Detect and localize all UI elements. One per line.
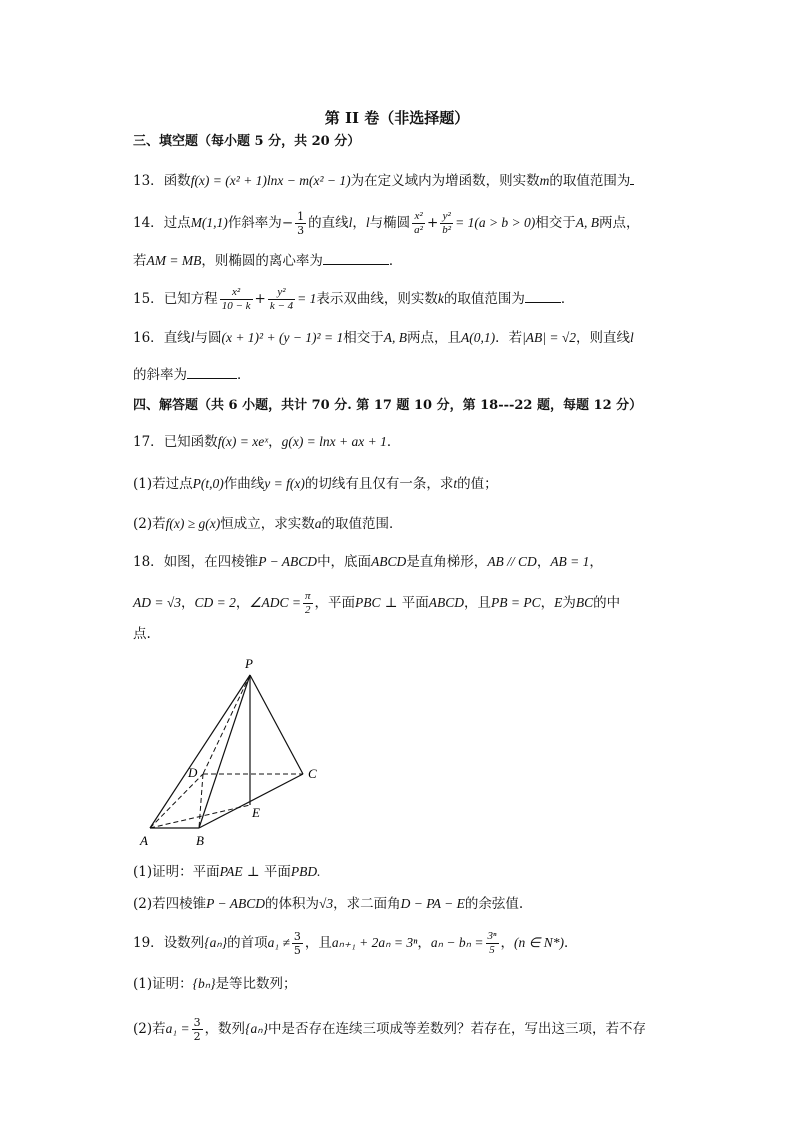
q19-p2-c: 中是否存在连续三项成等差数列？若存在，写出这三项，若不存: [268, 1021, 646, 1037]
q14-e-den1: a²: [414, 224, 423, 236]
q14-number: 14．: [133, 215, 164, 231]
q17-p1-c: 的切线有且仅有一条，求: [304, 476, 454, 492]
q18-cd: CD = 2: [194, 595, 236, 610]
question-17: [133, 432, 400, 452]
question-19: [133, 930, 578, 957]
q15-number: 15．: [133, 291, 164, 307]
q14-vector-equation: AM = MB: [146, 253, 202, 268]
q19-p1-seq: {bₙ}: [192, 976, 216, 991]
q19-p2-a: (2)若: [133, 1021, 166, 1037]
q19-text-e: ，: [500, 935, 514, 951]
q19-f1-den: 5: [293, 944, 301, 957]
q14-line-l: l: [348, 215, 353, 230]
q18-l2-a: ，平面: [314, 595, 355, 611]
q14-line-l2: l: [365, 215, 370, 230]
q14-slope-fraction: [295, 210, 306, 237]
q18-l2-b: 平面: [401, 595, 429, 611]
q14-end: ．: [388, 253, 403, 269]
q13-text-c: 的取值范围为: [549, 173, 631, 189]
q19-fraction-3-2: [192, 1016, 203, 1043]
question-18-line-3: 点.: [133, 626, 151, 642]
q15-d1: 10 − k: [221, 300, 251, 312]
question-16-line-2: [133, 364, 251, 385]
q14-e-den2: b²: [442, 224, 452, 236]
q19-text-c: ，且: [304, 935, 332, 951]
page-title: 第 II 卷（非选择题）: [324, 109, 470, 127]
q18-l1-b: 中，底面: [317, 554, 372, 570]
q18-angle: ∠ADC =: [249, 595, 301, 610]
q18-l2-g: 的中: [593, 595, 621, 611]
question-19-part-1: [133, 974, 297, 994]
q14-line2-a: 若: [133, 253, 147, 269]
q17-number: 17．: [133, 434, 164, 450]
q16-text-b: 与圆: [194, 330, 222, 346]
q14-ellipse-y-term: [440, 210, 453, 237]
q19-text-d: ，: [417, 935, 431, 951]
q17-sep: ，: [268, 434, 282, 450]
edge-pc: [250, 675, 303, 774]
label-a: A: [140, 833, 148, 848]
q15-end: ．: [560, 291, 575, 307]
q18-pbc: PBC: [355, 595, 381, 610]
q18-l1-c: 是直角梯形，: [406, 554, 488, 570]
q16-circle: (x + 1)² + (y − 1)² = 1: [221, 330, 344, 345]
q15-n2: y²: [268, 286, 295, 300]
label-d: D: [188, 765, 198, 780]
edge-db-hidden: [199, 774, 203, 828]
q19-domain: (n ∈ N*): [514, 935, 565, 950]
q14-slope-den: 3: [297, 224, 305, 237]
q18-l2-d: ，: [540, 595, 555, 611]
question-17-part-1: [133, 474, 498, 494]
edge-pd-hidden: [203, 675, 250, 774]
q18-p1-perp: ⊥: [242, 864, 264, 880]
q17-g: g(x) = lnx + ax + 1: [281, 434, 387, 449]
q19-relation: aₙ − bₙ =: [430, 935, 484, 950]
q19-end: ．: [564, 935, 578, 951]
section-heading-solutions: 四、解答题（共 6 小题，共计 70 分. 第 17 题 10 分，第 18---22 题，每题 12 分）: [133, 398, 643, 413]
q18-l1-e: ，: [589, 554, 603, 570]
q17-p1-point: P(t,0): [192, 476, 224, 491]
q15-var: k: [437, 291, 444, 306]
q14-line2-b: ，则椭圆的离心率为: [201, 253, 323, 269]
q14-text-d: 与椭圆: [369, 215, 411, 231]
q14-text-f: 两点，: [599, 215, 640, 231]
q19-p1-a: (1)证明：: [133, 976, 193, 992]
section-heading-fill-in: 三、填空题（每小题 5 分，共 20 分）: [133, 134, 361, 149]
q16-points: A, B: [383, 330, 407, 345]
question-18: [133, 552, 603, 572]
q15-text-c: 的取值范围为: [443, 291, 525, 307]
q13-answer-blank[interactable]: [630, 170, 634, 185]
q19-seq-a: {aₙ}: [204, 935, 228, 950]
question-15: [133, 286, 574, 313]
q19-p2-b: ，数列: [204, 1021, 246, 1037]
q17-text-a: 已知函数: [163, 434, 218, 450]
q18-e: E: [554, 595, 563, 610]
label-p: P: [245, 656, 253, 671]
q15-eq: = 1: [297, 291, 317, 306]
q19-fraction-3n-5: [486, 930, 499, 957]
q18-p2-dihedral: D − PA − E: [400, 896, 465, 911]
q17-p1-b: 作曲线: [223, 476, 265, 492]
q18-p2-volume: √3: [319, 896, 334, 911]
q18-l2-f: 为: [562, 595, 576, 611]
q17-p2-b: 恒成立，求实数: [220, 516, 315, 532]
q16-text-c: 相交于: [343, 330, 384, 346]
q16-line-l-end: l: [630, 330, 634, 345]
q19-number: 19．: [133, 935, 164, 951]
q19-f1-num: 3: [293, 930, 301, 943]
q19-p2-num: 3: [193, 1016, 201, 1029]
q15-answer-blank[interactable]: [525, 288, 561, 303]
label-c: C: [308, 766, 317, 781]
q18-p2-pyramid: P − ABCD: [206, 896, 265, 911]
q18-p2-d: 的余弦值.: [464, 896, 524, 912]
question-14: [133, 210, 640, 237]
q18-abcd: ABCD: [428, 595, 465, 610]
q18-ad: AD = √3: [133, 595, 182, 610]
q13-number: 13．: [133, 173, 164, 189]
q14-plus: +: [426, 215, 439, 231]
q16-text-a: 直线: [163, 330, 191, 346]
q16-text-f: ，则直线: [576, 330, 631, 346]
question-14-line-2: [133, 250, 402, 271]
q15-d2: k − 4: [269, 300, 294, 312]
q18-l2-c: ，且: [464, 595, 492, 611]
q15-text-b: 表示双曲线，则实数: [316, 291, 438, 307]
q16-abs: |AB| = √2: [522, 330, 577, 345]
q17-f: f(x) = xeˣ: [217, 434, 269, 449]
q18-pi-over-2: [303, 590, 313, 617]
q18-pi: π: [304, 590, 311, 602]
q14-text-a: 过点: [163, 215, 191, 231]
q16-point-a: A(0,1): [460, 330, 496, 345]
q15-x-term: [220, 286, 253, 313]
q19-fraction-3-5: [292, 930, 303, 957]
q18-sep2: ，: [235, 595, 250, 611]
q19-f2-den: 5: [489, 944, 495, 956]
q19-p1-b: 是等比数列；: [215, 976, 297, 992]
question-18-part-1: [133, 862, 321, 882]
q14-slope-num: 1: [297, 210, 305, 223]
q16-answer-blank[interactable]: [187, 364, 237, 379]
q18-two: 2: [304, 604, 311, 616]
q14-answer-blank[interactable]: [323, 250, 389, 265]
q17-p1-curve: y = f(x): [264, 476, 305, 491]
q16-text-d: 两点，且: [406, 330, 461, 346]
q18-parallel: AB // CD: [487, 554, 537, 569]
q16-number: 16．: [133, 330, 164, 346]
q17-end: ．: [386, 434, 401, 450]
label-b: B: [196, 833, 204, 848]
q18-pb-pc: PB = PC: [491, 595, 541, 610]
q17-p2-a: (2)若: [133, 516, 166, 532]
q14-ellipse-x-term: [412, 210, 425, 237]
question-16: [133, 328, 634, 348]
q18-p2-c: ，求二面角: [333, 896, 401, 912]
q14-e-num2: y²: [440, 210, 453, 224]
q19-a1-ne: a₁ ≠: [267, 935, 290, 950]
q18-number: 18．: [133, 554, 164, 570]
label-e: E: [252, 805, 260, 820]
q18-l1-a: 如图，在四棱锥: [163, 554, 259, 570]
q18-sep1: ，: [181, 595, 195, 611]
q15-y-term: [268, 286, 295, 313]
edge-ad-hidden: [150, 774, 203, 828]
q14-text-c: 的直线: [308, 215, 349, 231]
question-19-part-2: [133, 1016, 646, 1043]
q18-l1-d: ，: [536, 554, 551, 570]
q17-p1-d: 的值；: [457, 476, 498, 492]
q16-line2: 的斜率为: [133, 367, 187, 383]
pyramid-figure: [133, 655, 333, 850]
q15-text-a: 已知方程: [163, 291, 218, 307]
edge-pa: [150, 675, 250, 828]
q13-text-a: 函数: [163, 173, 191, 189]
q18-p1-a: (1)证明：平面: [133, 864, 220, 880]
q13-var: m: [539, 173, 550, 188]
q18-p2-b: 的体积为: [265, 896, 319, 912]
question-18-line-2: [133, 590, 620, 617]
q18-pyramid: P − ABCD: [258, 554, 318, 569]
q16-text-e: ．若: [495, 330, 523, 346]
q14-points: A, B: [575, 215, 600, 230]
q14-point: M(1,1): [190, 215, 228, 230]
q13-text-b: 为在定义域内为增函数，则实数: [350, 173, 540, 189]
q19-text-b: 的首项: [227, 935, 268, 951]
q18-bc: BC: [575, 595, 594, 610]
q18-base: ABCD: [371, 554, 407, 569]
q14-text-b: 作斜率为: [227, 215, 282, 231]
q14-slope-sign: −: [281, 215, 294, 231]
q17-p1-a: (1)若过点: [133, 476, 193, 492]
q15-plus: +: [254, 291, 266, 307]
q19-recurrence: aₙ₊₁ + 2aₙ = 3ⁿ: [331, 935, 418, 950]
q17-p1-t: t: [453, 476, 458, 491]
q16-line-l: l: [190, 330, 195, 345]
q14-text-e: 相交于: [535, 215, 576, 231]
q18-p2-a: (2)若四棱锥: [133, 896, 207, 912]
q18-perp: ⊥: [380, 595, 402, 611]
q19-text-a: 设数列: [163, 935, 205, 951]
q18-ab: AB = 1: [550, 554, 590, 569]
q17-p2-var: a: [314, 516, 322, 531]
q19-f2-num: 3ⁿ: [487, 930, 497, 942]
question-18-part-2: [133, 894, 523, 914]
q17-p2-c: 的取值范围．: [321, 516, 403, 532]
q15-n1: x²: [220, 286, 253, 300]
q19-p2-seq: {aₙ}: [245, 1021, 268, 1036]
q17-p2-inequality: f(x) ≥ g(x): [165, 516, 221, 531]
q14-sep: ，: [352, 215, 366, 231]
q18-p1-pae: PAE: [219, 864, 243, 879]
q19-p2-a1: a₁ =: [165, 1021, 190, 1036]
q18-p1-b: 平面: [263, 864, 291, 880]
q18-p1-pbd: PBD.: [290, 864, 321, 879]
question-13: [133, 170, 634, 191]
q19-p2-den: 2: [193, 1030, 201, 1043]
question-17-part-2: [133, 514, 403, 534]
q13-formula: f(x) = (x² + 1)lnx − m(x² − 1): [190, 173, 351, 188]
q14-ellipse-rest: = 1(a > b > 0): [455, 215, 536, 230]
q16-end: ．: [237, 367, 251, 383]
q14-e-num1: x²: [412, 210, 425, 224]
